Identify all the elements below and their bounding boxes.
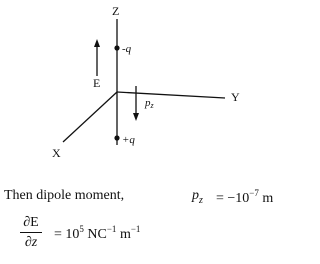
fraction-numerator: ∂E (23, 215, 39, 230)
field-gradient-value: = $10^5$ $NC^{-1}$ $m^{-1}$ (54, 224, 141, 242)
field-arrow (94, 39, 100, 76)
x-axis (63, 92, 117, 142)
x-axis-label: X (52, 146, 61, 160)
y-axis-label: Y (231, 90, 240, 104)
field-label: E (93, 76, 101, 90)
field-gradient-fraction (20, 214, 42, 251)
positive-charge-label: +q (122, 134, 135, 146)
fraction-bar (20, 232, 42, 233)
y-axis (117, 92, 225, 98)
statement-prefix: Then dipole moment, (4, 188, 125, 203)
dipole-label: pz (145, 97, 154, 110)
dipole-moment-statement (4, 188, 274, 206)
fraction-denominator: ∂z (24, 235, 38, 250)
dipole-arrow (133, 86, 139, 121)
negative-charge-label: -q (122, 43, 132, 55)
z-axis-label: Z (112, 4, 120, 18)
dipole-symbol: $p_z$ (192, 188, 203, 206)
positive-charge-dot (114, 135, 119, 140)
negative-charge-dot (114, 45, 119, 50)
dipole-value: = $-10^{-7}$ m (216, 188, 274, 206)
